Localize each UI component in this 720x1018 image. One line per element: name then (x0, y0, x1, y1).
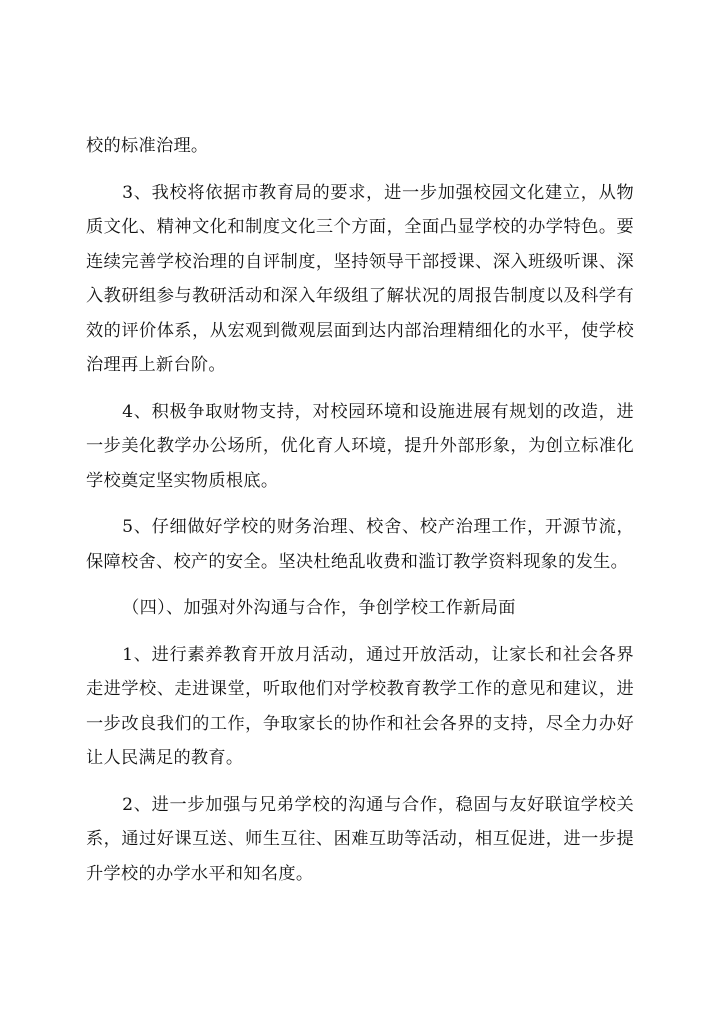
paragraph-gap (86, 776, 634, 788)
paragraph-item-5: 5、仔细做好学校的财务治理、校舍、校产治理工作，开源节流，保障校舍、校产的安全。坚决杜绝乱收费和滥订教学资料现象的发生。 (86, 517, 634, 572)
paragraph-item-1: 1、进行素养教育开放月活动，通过开放活动，让家长和社会各界走进学校、走进课堂，听取他们对学校教育教学工作的意见和建议，进一步改良我们的工作，争取家长的协作和社会各界的支持，尽全力办好让人民满足的教育。 (86, 644, 634, 768)
paragraph-gap (86, 164, 634, 176)
paragraph-item-2: 2、进一步加强与兄弟学校的沟通与合作，稳固与友好联谊学校关系，通过好课互送、师生互往、困难互助等活动，相互促进，进一步提升学校的办学水平和知名度。 (86, 794, 634, 884)
paragraph-gap (86, 579, 634, 591)
section-heading-4: （四）、加强对外沟通与合作，争创学校工作新局面 (122, 598, 516, 618)
paragraph-gap (86, 498, 634, 510)
paragraph-gap (86, 626, 634, 638)
document-body (86, 129, 634, 891)
paragraph-item-4: 4、积极争取财物支持，对校园环境和设施进展有规划的改造，进一步美化教学办公场所，优化育人环境，提升外部形象，为创立标准化学校奠定坚实物质根底。 (86, 401, 634, 491)
paragraph-gap (86, 383, 634, 395)
paragraph-continuation: 校的标准治理。 (86, 136, 209, 156)
paragraph-item-3: 3、我校将依据市教育局的要求，进一步加强校园文化建立，从物质文化、精神文化和制度文化三个方面，全面凸显学校的办学特色。要连续完善学校治理的自评制度，坚持领导干部授课、深入班级听课、深入教研组参与教研活动和深入年级组了解状况的周报告制度以及科学有效的评价体系，从宏观到微观层面到达内部治理精细化的水平，使学校治理再上新台阶。 (86, 182, 634, 375)
